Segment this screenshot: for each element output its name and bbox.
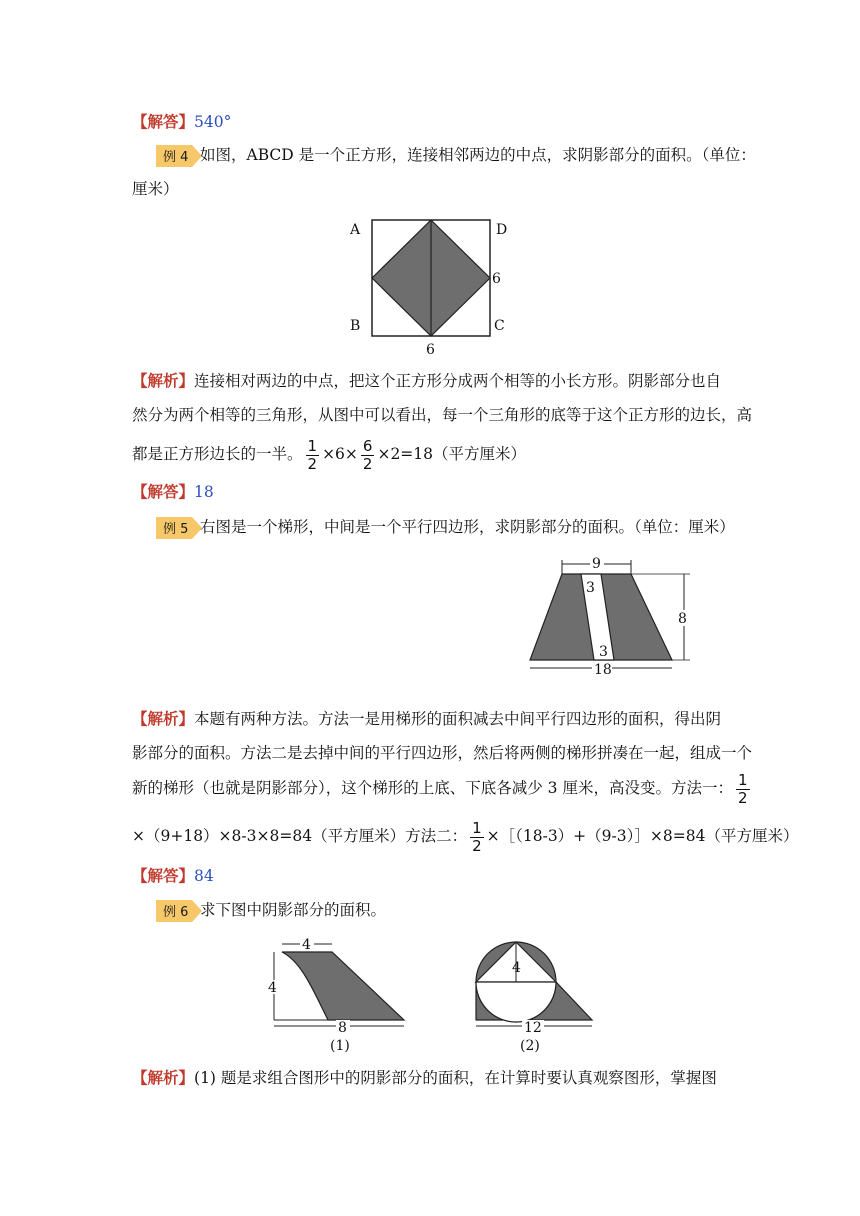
label-left-4: 4 [268,980,277,996]
analysis-text: ×2=18（平方厘米） [377,445,527,463]
label-bottom-18: 18 [594,662,612,678]
label-c: C [494,318,505,334]
analysis-text: 都是正方形边长的一半。 [132,445,303,463]
fraction: $\frac{1}{2}$ [307,436,318,473]
ex5-analysis-line3 [132,766,753,810]
ex4-question-line1: 如图，ABCD 是一个正方形，连接相邻两边的中点，求阴影部分的面积。（单位： [200,146,756,164]
example-4-label: 例 4 [163,150,189,165]
analysis-text: ×［（18-3）+（9-3）］×8=84（平方厘米） [486,827,799,845]
fraction: $\frac{1}{2}$ [737,770,748,807]
ex4-answer-line [132,480,214,504]
ex6-analysis-line1 [132,1066,717,1090]
ex6-question-line1: 求下图中阴影部分的面积。 [200,901,387,919]
ex4-question-line2: 厘米） [132,180,179,198]
analysis-text: ×（9+18）×8-3×8=84（平方厘米）方法二： [132,827,468,845]
answer-value: 18 [194,483,214,501]
label-inner-top-3: 3 [586,580,595,596]
label-b: B [350,318,361,334]
ex5-analysis-line4 [132,813,798,859]
label-bottom-6: 6 [426,342,435,358]
analysis-tag: 【解析】 [132,1068,195,1087]
example-4-badge [156,144,194,166]
ex5-analysis-line2: 影部分的面积。方法二是去掉中间的平行四边形，然后将两侧的梯形拼凑在一起，组成一个 [132,744,753,762]
analysis-text: ×6× [322,445,358,463]
label-inner-4: 4 [512,960,521,976]
label-top-4: 4 [302,937,311,953]
caption-2: (2) [520,1038,540,1054]
shaded-region-1 [282,952,404,1020]
label-side-6: 6 [492,271,501,287]
analysis-text: 本题有两种方法。方法一是用梯形的面积减去中间平行四边形的面积，得出阴 [194,710,722,728]
answer-value: 540° [194,113,232,131]
ex6-figure-1 [262,932,422,1056]
example-6-badge [156,899,194,921]
label-top-9: 9 [592,556,601,572]
ex5-question-line1: 右图是一个梯形，中间是一个平行四边形，求阴影部分的面积。（单位：厘米） [200,518,735,536]
ex4-analysis-line2: 然分为两个相等的三角形，从图中可以看出，每一个三角形的底等于这个正方形的边长，高 [132,406,753,424]
example-6-label: 例 6 [163,905,189,920]
ex5-trapezoid-figure [520,552,710,687]
label-inner-bottom-3: 3 [599,644,608,660]
ex5-analysis-line1 [132,707,721,731]
analysis-tag: 【解析】 [132,709,195,728]
label-d: D [496,222,508,238]
label-a: A [350,222,361,238]
ex6-figure-2 [468,932,608,1056]
ex5-answer-line [132,864,214,888]
analysis-text: 连接相对两边的中点，把这个正方形分成两个相等的小长方形。阴影部分也自 [194,372,722,390]
ex4-analysis-line3 [132,433,526,475]
label-bottom-12: 12 [524,1020,542,1036]
analysis-text: 新的梯形（也就是阴影部分），这个梯形的上底、下底各减少 3 厘米，高没变。方法一： [132,779,733,797]
analysis-tag: 【解析】 [132,371,195,390]
fraction: $\frac{6}{2}$ [362,436,373,473]
example-5-badge [156,516,194,538]
label-bottom-8: 8 [338,1020,347,1036]
answer-tag: 【解答】 [132,112,195,131]
example-5-label: 例 5 [163,522,189,537]
ex4-square-figure [340,214,520,359]
analysis-text: (1) 题是求组合图形中的阴影部分的面积，在计算时要认真观察图形，掌握图 [194,1069,717,1087]
fraction: $\frac{1}{2}$ [472,818,482,855]
ex4-analysis-line1 [132,369,721,393]
caption-1: (1) [330,1038,350,1054]
answer-tag: 【解答】 [132,482,195,501]
label-height-8: 8 [678,611,687,627]
answer-tag: 【解答】 [132,866,195,885]
answer-value: 84 [194,867,214,885]
prev-answer-line [132,110,231,134]
